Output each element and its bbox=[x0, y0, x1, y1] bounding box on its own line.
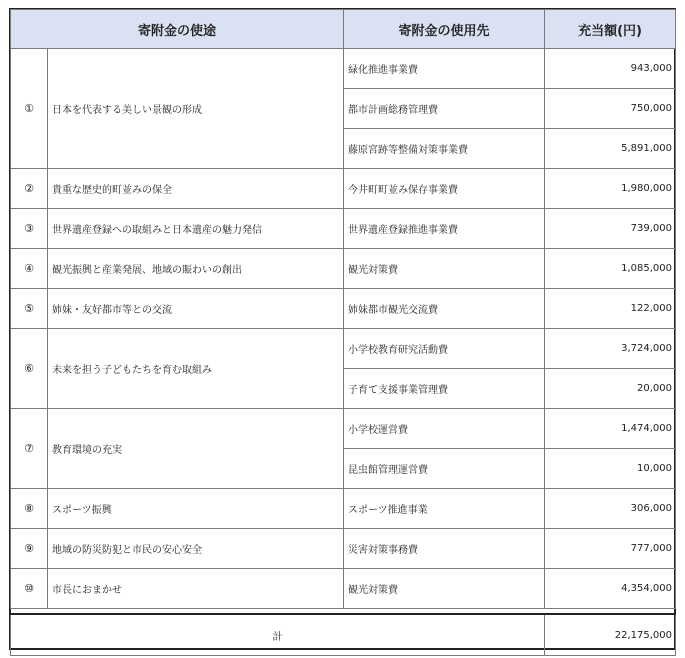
table-row bbox=[11, 169, 676, 209]
donation-usage-table bbox=[10, 9, 676, 656]
destination-cell: スポーツ推進事業 bbox=[344, 489, 545, 529]
purpose-cell: 日本を代表する美しい景観の形成 bbox=[48, 49, 344, 169]
item-number: ③ bbox=[11, 209, 48, 249]
amount-cell: 943,000 bbox=[545, 49, 676, 89]
destination-cell: 緑化推進事業費 bbox=[344, 49, 545, 89]
item-number: ⑧ bbox=[11, 489, 48, 529]
total-amount: 22,175,000 bbox=[545, 614, 676, 656]
amount-cell: 306,000 bbox=[545, 489, 676, 529]
amount-cell: 739,000 bbox=[545, 209, 676, 249]
destination-cell: 子育て支援事業管理費 bbox=[344, 369, 545, 409]
amount-cell: 4,354,000 bbox=[545, 569, 676, 609]
amount-cell: 777,000 bbox=[545, 529, 676, 569]
purpose-cell: 世界遺産登録への取組みと日本遺産の魅力発信 bbox=[48, 209, 344, 249]
destination-cell: 小学校運営費 bbox=[344, 409, 545, 449]
amount-cell: 1,474,000 bbox=[545, 409, 676, 449]
amount-cell: 122,000 bbox=[545, 289, 676, 329]
amount-cell: 3,724,000 bbox=[545, 329, 676, 369]
table-row bbox=[11, 489, 676, 529]
destination-cell: 昆虫館管理運営費 bbox=[344, 449, 545, 489]
destination-cell: 観光対策費 bbox=[344, 569, 545, 609]
item-number: ⑥ bbox=[11, 329, 48, 409]
table-row bbox=[11, 569, 676, 609]
table-row bbox=[11, 49, 676, 89]
destination-cell: 姉妹都市観光交流費 bbox=[344, 289, 545, 329]
destination-cell: 観光対策費 bbox=[344, 249, 545, 289]
item-number: ① bbox=[11, 49, 48, 169]
item-number: ② bbox=[11, 169, 48, 209]
purpose-cell: 地域の防災防犯と市民の安心安全 bbox=[48, 529, 344, 569]
amount-cell: 5,891,000 bbox=[545, 129, 676, 169]
purpose-cell: 貴重な歴史的町並みの保全 bbox=[48, 169, 344, 209]
table-row bbox=[11, 249, 676, 289]
item-number: ④ bbox=[11, 249, 48, 289]
total-label: 計 bbox=[11, 614, 545, 656]
destination-cell: 小学校教育研究活動費 bbox=[344, 329, 545, 369]
table-row bbox=[11, 329, 676, 369]
table-row bbox=[11, 209, 676, 249]
item-number: ⑨ bbox=[11, 529, 48, 569]
table-row bbox=[11, 529, 676, 569]
item-number: ⑤ bbox=[11, 289, 48, 329]
destination-cell: 都市計画総務管理費 bbox=[344, 89, 545, 129]
purpose-cell: 未来を担う子どもたちを育む取組み bbox=[48, 329, 344, 409]
table-body bbox=[11, 49, 676, 656]
destination-cell: 世界遺産登録推進事業費 bbox=[344, 209, 545, 249]
total-row bbox=[11, 614, 676, 656]
amount-cell: 750,000 bbox=[545, 89, 676, 129]
destination-cell: 藤原宮跡等整備対策事業費 bbox=[344, 129, 545, 169]
purpose-cell: 市長におまかせ bbox=[48, 569, 344, 609]
table-row bbox=[11, 409, 676, 449]
header-row bbox=[11, 10, 676, 49]
amount-cell: 20,000 bbox=[545, 369, 676, 409]
purpose-cell: 教育環境の充実 bbox=[48, 409, 344, 489]
header-purpose: 寄附金の使途 bbox=[11, 10, 344, 49]
amount-cell: 1,980,000 bbox=[545, 169, 676, 209]
destination-cell: 災害対策事務費 bbox=[344, 529, 545, 569]
table-row bbox=[11, 289, 676, 329]
item-number: ⑩ bbox=[11, 569, 48, 609]
header-destination: 寄附金の使用先 bbox=[344, 10, 545, 49]
amount-cell: 10,000 bbox=[545, 449, 676, 489]
purpose-cell: 姉妹・友好都市等との交流 bbox=[48, 289, 344, 329]
purpose-cell: 観光振興と産業発展、地域の賑わいの創出 bbox=[48, 249, 344, 289]
item-number: ⑦ bbox=[11, 409, 48, 489]
amount-cell: 1,085,000 bbox=[545, 249, 676, 289]
header-amount: 充当額(円) bbox=[545, 10, 676, 49]
purpose-cell: スポーツ振興 bbox=[48, 489, 344, 529]
destination-cell: 今井町町並み保存事業費 bbox=[344, 169, 545, 209]
